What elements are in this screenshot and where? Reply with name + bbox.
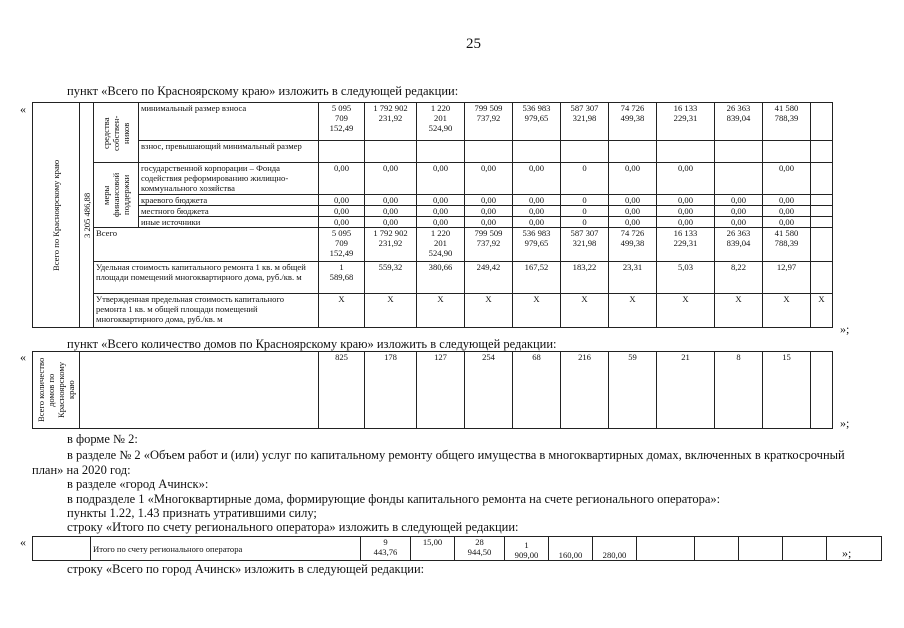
paragraph-7: пункты 1.22, 1.43 признать утратившими силу; [67, 506, 317, 520]
total-value: 799 509 737,92 [465, 228, 513, 262]
total-value: 1 792 902 231,92 [365, 228, 417, 262]
own-funds-cell [94, 103, 139, 163]
total-row-label: Всего [94, 228, 319, 262]
other-value: 0,00 [319, 217, 365, 228]
max-cost-value: X [513, 294, 561, 328]
other-value: 0,00 [763, 217, 811, 228]
unit-cost-value: 380,66 [417, 262, 465, 294]
operator-total-value: 1 909,00 [505, 537, 549, 561]
min-fee-value: 587 307 321,98 [561, 103, 609, 141]
support-label: меры финансовой поддержки [101, 172, 131, 218]
other-value: 0,00 [365, 217, 417, 228]
unit-cost-label: Удельная стоимость капитального ремонта 1 кв. м общей площади помещений многоквартирного дома, руб./кв. м [94, 262, 319, 294]
local-value: 0,00 [657, 206, 715, 217]
min-fee-value: 74 726 499,38 [609, 103, 657, 141]
page-number: 25 [466, 36, 481, 52]
fund-value: 0,00 [657, 163, 715, 195]
total-value: 1 220 201 524,90 [417, 228, 465, 262]
local-value: 0,00 [365, 206, 417, 217]
house-count-value: 127 [417, 352, 465, 429]
house-count-label: Всего количество домов по Красноярскому краю [36, 357, 76, 423]
house-count-value: 68 [513, 352, 561, 429]
house-count-value: 825 [319, 352, 365, 429]
over-fee-label: взнос, превышающий минимальный размер [139, 141, 319, 163]
regional-value: 0 [561, 195, 609, 206]
unit-cost-value: 23,31 [609, 262, 657, 294]
paragraph-2: пункт «Всего количество домов по Красноярскому краю» изложить в следующей редакции: [67, 337, 557, 351]
quote-close-3: »; [842, 546, 852, 560]
max-cost-value: X [561, 294, 609, 328]
operator-total-value: 9 443,76 [361, 537, 411, 561]
total-value: 26 363 839,04 [715, 228, 763, 262]
local-value: 0,00 [763, 206, 811, 217]
fund-value: 0,00 [319, 163, 365, 195]
local-label: местного бюджета [139, 206, 319, 217]
local-value: 0,00 [513, 206, 561, 217]
min-fee-value: 536 983 979,65 [513, 103, 561, 141]
house-count-value: 8 [715, 352, 763, 429]
fund-value: 0,00 [417, 163, 465, 195]
max-cost-value: X [715, 294, 763, 328]
local-value: 0,00 [465, 206, 513, 217]
min-fee-value: 26 363 839,04 [715, 103, 763, 141]
total-value: 5 095 709 152,49 [319, 228, 365, 262]
paragraph-8: строку «Итого по счету регионального оператора» изложить в следующей редакции: [67, 520, 519, 534]
operator-total-value: 15,00 [411, 537, 455, 561]
max-cost-value: X [417, 294, 465, 328]
fund-value: 0,00 [465, 163, 513, 195]
max-cost-label: Утвержденная предельная стоимость капитального ремонта 1 кв. м общей площади помещений многоквартирного дома, руб./кв. м [94, 294, 319, 328]
paragraph-5: в разделе «город Ачинск»: [67, 477, 209, 491]
other-value: 0,00 [657, 217, 715, 228]
table-region-total [32, 102, 833, 328]
total-value: 41 580 788,39 [763, 228, 811, 262]
paragraph-1: пункт «Всего по Красноярскому краю» изложить в следующей редакции: [67, 84, 459, 98]
total-label: 3 205 486,88 [81, 192, 92, 238]
min-fee-value: 5 095 709 152,49 [319, 103, 365, 141]
total-value: 16 133 229,31 [657, 228, 715, 262]
house-count-value: 178 [365, 352, 417, 429]
fund-label: государственной корпорации – Фонда содействия реформированию жилищно-коммунального хозяйства [139, 163, 319, 195]
regional-value: 0,00 [417, 195, 465, 206]
house-count-value: 216 [561, 352, 609, 429]
quote-open-3: « [20, 535, 26, 549]
other-value: 0,00 [417, 217, 465, 228]
other-value: 0,00 [715, 217, 763, 228]
other-value: 0,00 [513, 217, 561, 228]
house-count-value: 254 [465, 352, 513, 429]
regional-value: 0,00 [715, 195, 763, 206]
regional-label: краевого бюджета [139, 195, 319, 206]
fund-value: 0,00 [609, 163, 657, 195]
quote-close-2: »; [840, 416, 850, 430]
local-value: 0 [561, 206, 609, 217]
regional-value: 0,00 [319, 195, 365, 206]
quote-open-2: « [20, 350, 26, 364]
unit-cost-value: 559,32 [365, 262, 417, 294]
house-count-value: 59 [609, 352, 657, 429]
unit-cost-value: 167,52 [513, 262, 561, 294]
unit-cost-value: 8,22 [715, 262, 763, 294]
local-value: 0,00 [417, 206, 465, 217]
region-label-cell [33, 103, 80, 328]
max-cost-value: X [609, 294, 657, 328]
other-value: 0,00 [609, 217, 657, 228]
house-count-value: 21 [657, 352, 715, 429]
quote-open-1: « [20, 102, 26, 116]
unit-cost-value: 183,22 [561, 262, 609, 294]
own-funds-label: средства собствен-ников [101, 114, 131, 151]
paragraph-9: строку «Всего по город Ачинск» изложить в следующей редакции: [67, 562, 425, 576]
total-label-cell [80, 103, 94, 328]
max-cost-value: X [763, 294, 811, 328]
unit-cost-value: 249,42 [465, 262, 513, 294]
fund-value: 0,00 [365, 163, 417, 195]
operator-total-label: Итого по счету регионального оператора [91, 537, 361, 561]
fund-value: 0,00 [513, 163, 561, 195]
other-value: 0 [561, 217, 609, 228]
min-fee-value: 41 580 788,39 [763, 103, 811, 141]
fund-value: 0 [561, 163, 609, 195]
other-value: 0,00 [465, 217, 513, 228]
regional-value: 0,00 [465, 195, 513, 206]
regional-value: 0,00 [657, 195, 715, 206]
table-operator-total [32, 536, 882, 561]
local-value: 0,00 [715, 206, 763, 217]
min-fee-value: 799 509 737,92 [465, 103, 513, 141]
paragraph-3: в форме № 2: [67, 432, 138, 446]
quote-close-1: »; [840, 322, 850, 336]
regional-value: 0,00 [513, 195, 561, 206]
max-cost-value: X [319, 294, 365, 328]
operator-total-value: 160,00 [549, 537, 593, 561]
unit-cost-value: 12,97 [763, 262, 811, 294]
min-fee-value: 16 133 229,31 [657, 103, 715, 141]
min-fee-value: 1 220 201 524,90 [417, 103, 465, 141]
max-cost-value: X [811, 294, 833, 328]
min-fee-value: 1 792 902 231,92 [365, 103, 417, 141]
total-value: 74 726 499,38 [609, 228, 657, 262]
region-label: Всего по Красноярскому краю [51, 159, 61, 271]
table-house-count [32, 351, 833, 429]
max-cost-value: X [465, 294, 513, 328]
house-count-label-cell [33, 352, 80, 429]
max-cost-value: X [657, 294, 715, 328]
regional-value: 0,00 [609, 195, 657, 206]
operator-total-value: 28 944,50 [455, 537, 505, 561]
unit-cost-value: 5,03 [657, 262, 715, 294]
local-value: 0,00 [609, 206, 657, 217]
regional-value: 0,00 [365, 195, 417, 206]
max-cost-value: X [365, 294, 417, 328]
other-label: иные источники [139, 217, 319, 228]
paragraph-4b: план» на 2020 год: [32, 463, 131, 477]
fund-value: 0,00 [763, 163, 811, 195]
total-value: 536 983 979,65 [513, 228, 561, 262]
paragraph-4a: в разделе № 2 «Объем работ и (или) услуг по капитальному ремонту общего имущества в многоквартирных домах, включенных в краткосрочный [67, 448, 845, 462]
paragraph-6: в подразделе 1 «Многоквартирные дома, формирующие фонды капитального ремонта на счете регионального оператора»: [67, 492, 721, 506]
unit-cost-value: 1 589,68 [319, 262, 365, 294]
min-fee-label: минимальный размер взноса [139, 103, 319, 141]
operator-total-value: 280,00 [593, 537, 637, 561]
regional-value: 0,00 [763, 195, 811, 206]
house-count-value: 15 [763, 352, 811, 429]
total-value: 587 307 321,98 [561, 228, 609, 262]
local-value: 0,00 [319, 206, 365, 217]
support-cell [94, 163, 139, 228]
